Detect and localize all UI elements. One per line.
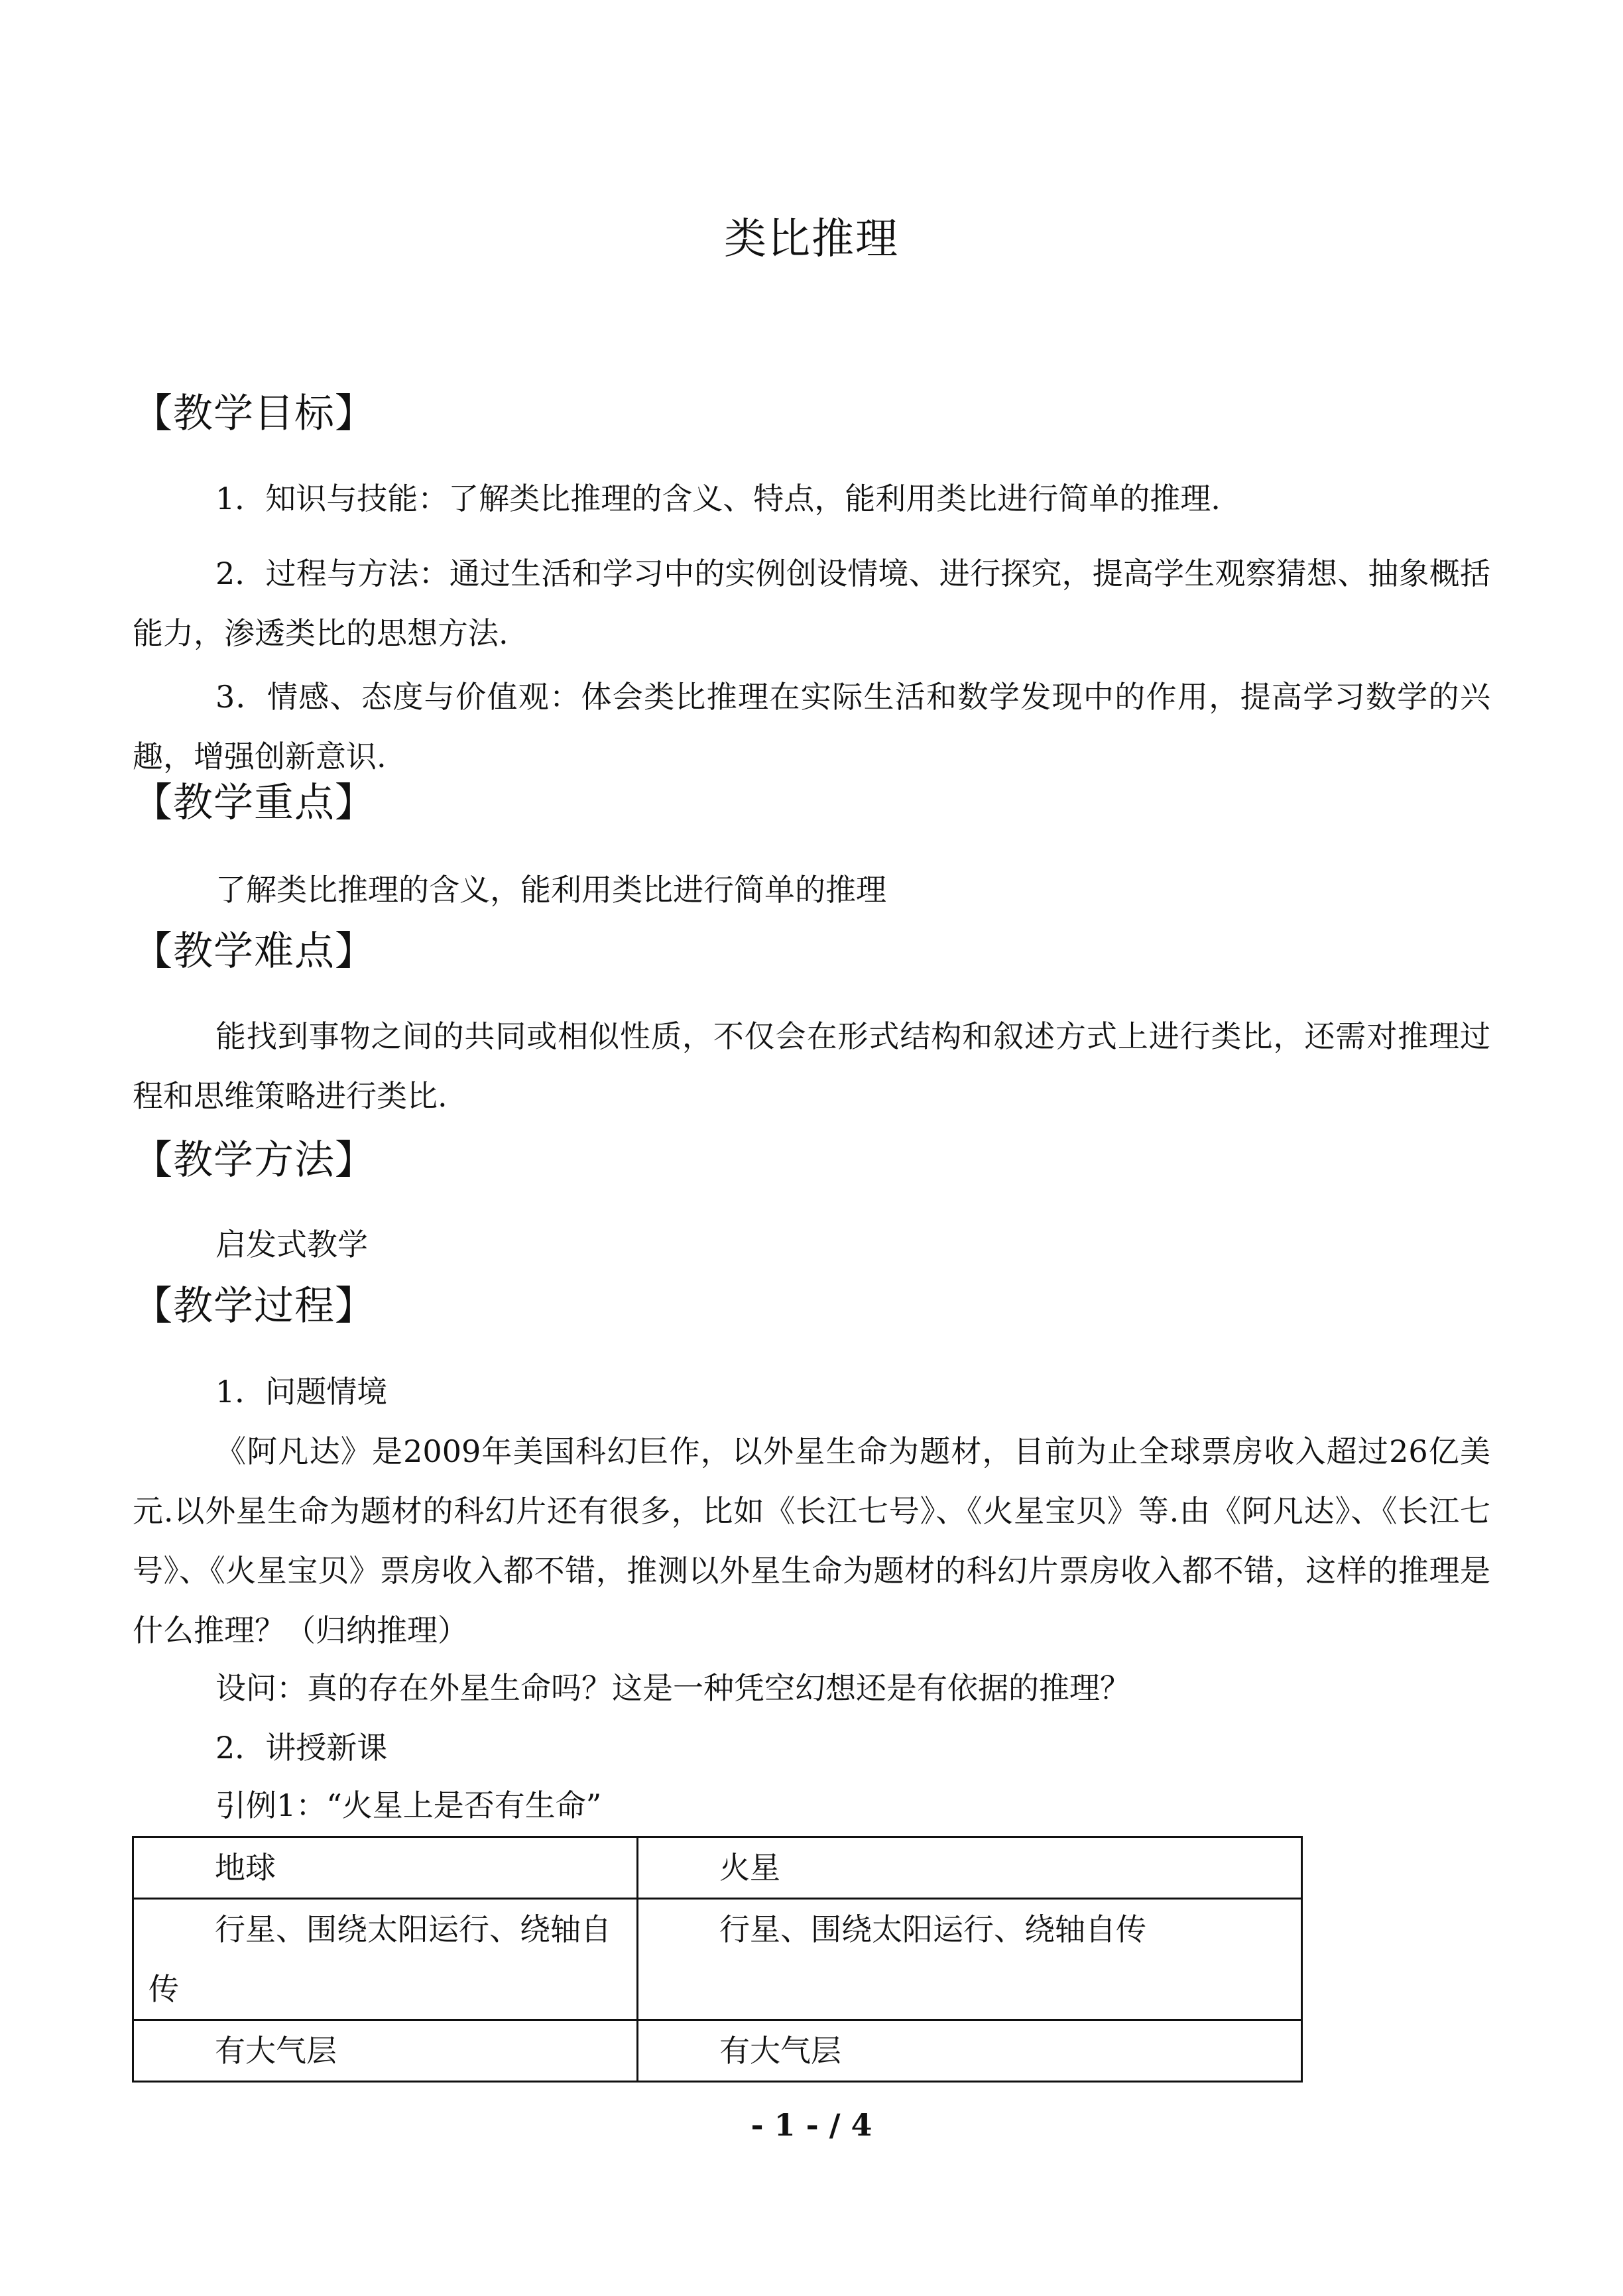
page-title: 类比推理 <box>724 215 899 264</box>
section-heading-process: 【教学过程】 <box>133 1283 375 1329</box>
section-heading-methods: 【教学方法】 <box>133 1137 375 1183</box>
cell-text: 行星、围绕太阳运行、绕轴自传 <box>149 1911 611 2007</box>
objective-item-3: 3．情感、态度与价值观：体会类比推理在实际生活和数学发现中的作用，提高学习数学的兴趣，增强创新意识. <box>133 679 1490 774</box>
table-cell <box>638 1899 1302 2020</box>
comparison-table <box>132 1836 1303 2083</box>
cell-text: 有大气层 <box>215 2033 337 2069</box>
table-row <box>133 2020 1302 2082</box>
cell-text: 有大气层 <box>719 2033 841 2069</box>
process-step-2: 2．讲授新课 <box>215 1730 388 1766</box>
table-row <box>133 1837 1302 1899</box>
objective-item-2: 2．过程与方法：通过生活和学习中的实例创设情境、进行探究，提高学生观察猜想、抽象概括能力，渗透类比的思想方法. <box>133 556 1490 651</box>
objective-item-1: 1．知识与技能：了解类比推理的含义、特点，能利用类比进行简单的推理. <box>215 481 1221 516</box>
page-number: - 1 - / 4 <box>751 2107 872 2143</box>
process-step-1: 1．问题情境 <box>215 1374 388 1410</box>
methods-text: 启发式教学 <box>215 1227 368 1262</box>
table-row <box>133 1899 1302 2020</box>
table-cell <box>638 1837 1302 1899</box>
example-1-caption: 引例1：“火星上是否有生命” <box>215 1787 602 1823</box>
cell-text: 地球 <box>215 1850 276 1886</box>
process-paragraph-intro: 《阿凡达》是2009年美国科幻巨作，以外星生命为题材，目前为止全球票房收入超过26亿美元.以外星生命为题材的科幻片还有很多，比如《长江七号》、《火星宝贝》等.由《阿凡达》、《长江七号》、《火星宝贝》票房收入都不错，推测以外星生命为题材的科幻片票房收入都不错，这样的推理是什么推理？（归纳推理） <box>133 1433 1490 1648</box>
table-cell <box>133 1899 638 2020</box>
table-cell <box>133 1837 638 1899</box>
section-heading-keypoints: 【教学重点】 <box>133 780 375 826</box>
keypoints-text: 了解类比推理的含义，能利用类比进行简单的推理 <box>215 872 886 908</box>
section-heading-objectives: 【教学目标】 <box>133 391 375 437</box>
cell-text: 行星、围绕太阳运行、绕轴自传 <box>719 1911 1146 1947</box>
section-heading-difficulties: 【教学难点】 <box>133 928 375 975</box>
difficulties-text: 能找到事物之间的共同或相似性质，不仅会在形式结构和叙述方式上进行类比，还需对推理过程和思维策略进行类比. <box>133 1018 1490 1114</box>
cell-text: 火星 <box>719 1850 780 1886</box>
table-cell <box>638 2020 1302 2082</box>
table-cell <box>133 2020 638 2082</box>
process-question: 设问：真的存在外星生命吗？这是一种凭空幻想还是有依据的推理？ <box>215 1670 1130 1706</box>
